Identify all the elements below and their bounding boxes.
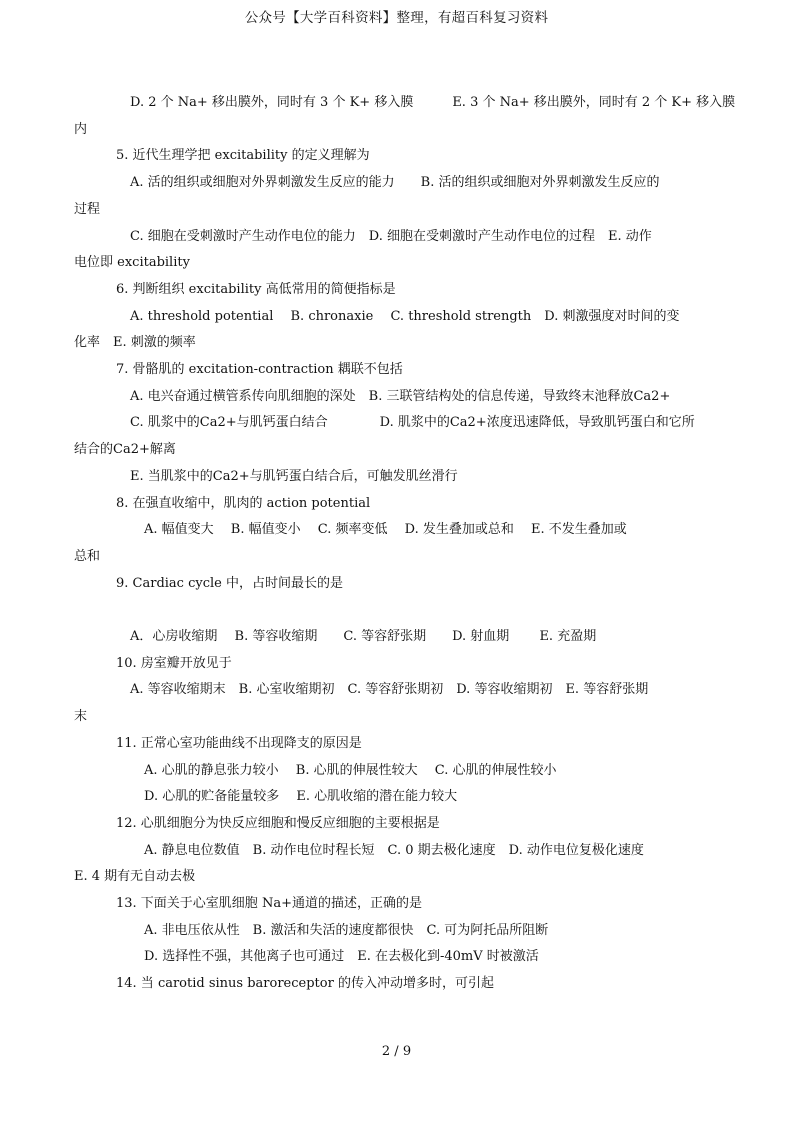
question-stem: 11. 正常心室功能曲线不出现降支的原因是 — [116, 735, 362, 751]
text-line: A. 心肌的静息张力较小 B. 心肌的伸展性较大 C. 心肌的伸展性较小 — [144, 762, 557, 778]
question-stem: 14. 当 carotid sinus baroreceptor 的传入冲动增多时，可引起 — [116, 976, 494, 992]
text-line: 电位即 excitability — [74, 255, 190, 271]
text-line: 过程 — [74, 201, 101, 217]
text-line: A. 幅值变大 B. 幅值变小 C. 频率变低 D. 发生叠加或总和 E. 不发生叠加或 — [144, 522, 627, 538]
text-line: 内 — [74, 121, 88, 137]
text-line: D. 选择性不强，其他离子也可通过 E. 在去极化到-40mV 时被激活 — [144, 949, 539, 965]
page-header: 公众号【大学百科资料】整理，有超百科复习资料 — [244, 10, 549, 26]
text-line: E. 当肌浆中的Ca2+与肌钙蛋白结合后，可触发肌丝滑行 — [130, 468, 458, 484]
question-stem: 10. 房室瓣开放见于 — [116, 655, 232, 671]
question-stem: 5. 近代生理学把 excitability 的定义理解为 — [116, 148, 370, 164]
text-line: A. 静息电位数值 B. 动作电位时程长短 C. 0 期去极化速度 D. 动作电位复极化速度 — [144, 842, 644, 858]
document-body — [74, 90, 736, 998]
text-line: A. 非电压依从性 B. 激活和失活的速度都很快 C. 可为阿托品所阻断 — [144, 922, 549, 938]
text-line: C. 肌浆中的Ca2+与肌钙蛋白结合 D. 肌浆中的Ca2+浓度迅速降低，导致肌钙蛋白和它所 — [130, 415, 695, 431]
text-line: A. 等容收缩期末 B. 心室收缩期初 C. 等容舒张期初 D. 等容收缩期初 E. 等容舒张期 — [130, 682, 649, 698]
text-line: C. 细胞在受刺激时产生动作电位的能力 D. 细胞在受刺激时产生动作电位的过程 E. 动作 — [130, 228, 652, 244]
question-stem: 6. 判断组织 excitability 高低常用的简便指标是 — [116, 281, 396, 297]
blank-line — [74, 597, 720, 624]
question-stem: 7. 骨骼肌的 excitation-contraction 耦联不包括 — [116, 362, 403, 378]
text-line: E. 4 期有无自动去极 — [74, 869, 196, 885]
text-line: 总和 — [74, 548, 101, 564]
text-line: A. threshold potential B. chronaxie C. threshold strength D. 刺激强度对时间的变 — [130, 308, 680, 324]
text-line: A. 电兴奋通过横管系传向肌细胞的深处 B. 三联管结构处的信息传递，导致终末池释放Ca2+ — [130, 388, 671, 404]
question-stem: 12. 心肌细胞分为快反应细胞和慢反应细胞的主要根据是 — [116, 815, 440, 831]
text-line: A. 活的组织或细胞对外界刺激发生反应的能力 B. 活的组织或细胞对外界刺激发生反应的 — [130, 175, 660, 191]
text-line: 化率 E. 刺激的频率 — [74, 335, 196, 351]
question-stem: 9. Cardiac cycle 中，占时间最长的是 — [116, 575, 343, 591]
text-line: D. 2 个 Na+ 移出膜外，同时有 3 个 K+ 移入膜 E. 3 个 Na+ 移出膜外，同时有 2 个 K+ 移入膜 — [130, 95, 736, 110]
question-stem: 8. 在强直收缩中，肌肉的 action potential — [116, 495, 371, 511]
text-line: 结合的Ca2+解离 — [74, 442, 176, 458]
page-number: 2 / 9 — [381, 1044, 412, 1059]
question-stem: 13. 下面关于心室肌细胞 Na+通道的描述，正确的是 — [116, 896, 422, 912]
text-line: A．心房收缩期 B. 等容收缩期 C. 等容舒张期 D. 射血期 E. 充盈期 — [130, 629, 597, 645]
text-line: 末 — [74, 709, 88, 725]
text-line: D. 心肌的贮备能量较多 E. 心肌收缩的潜在能力较大 — [144, 789, 458, 805]
